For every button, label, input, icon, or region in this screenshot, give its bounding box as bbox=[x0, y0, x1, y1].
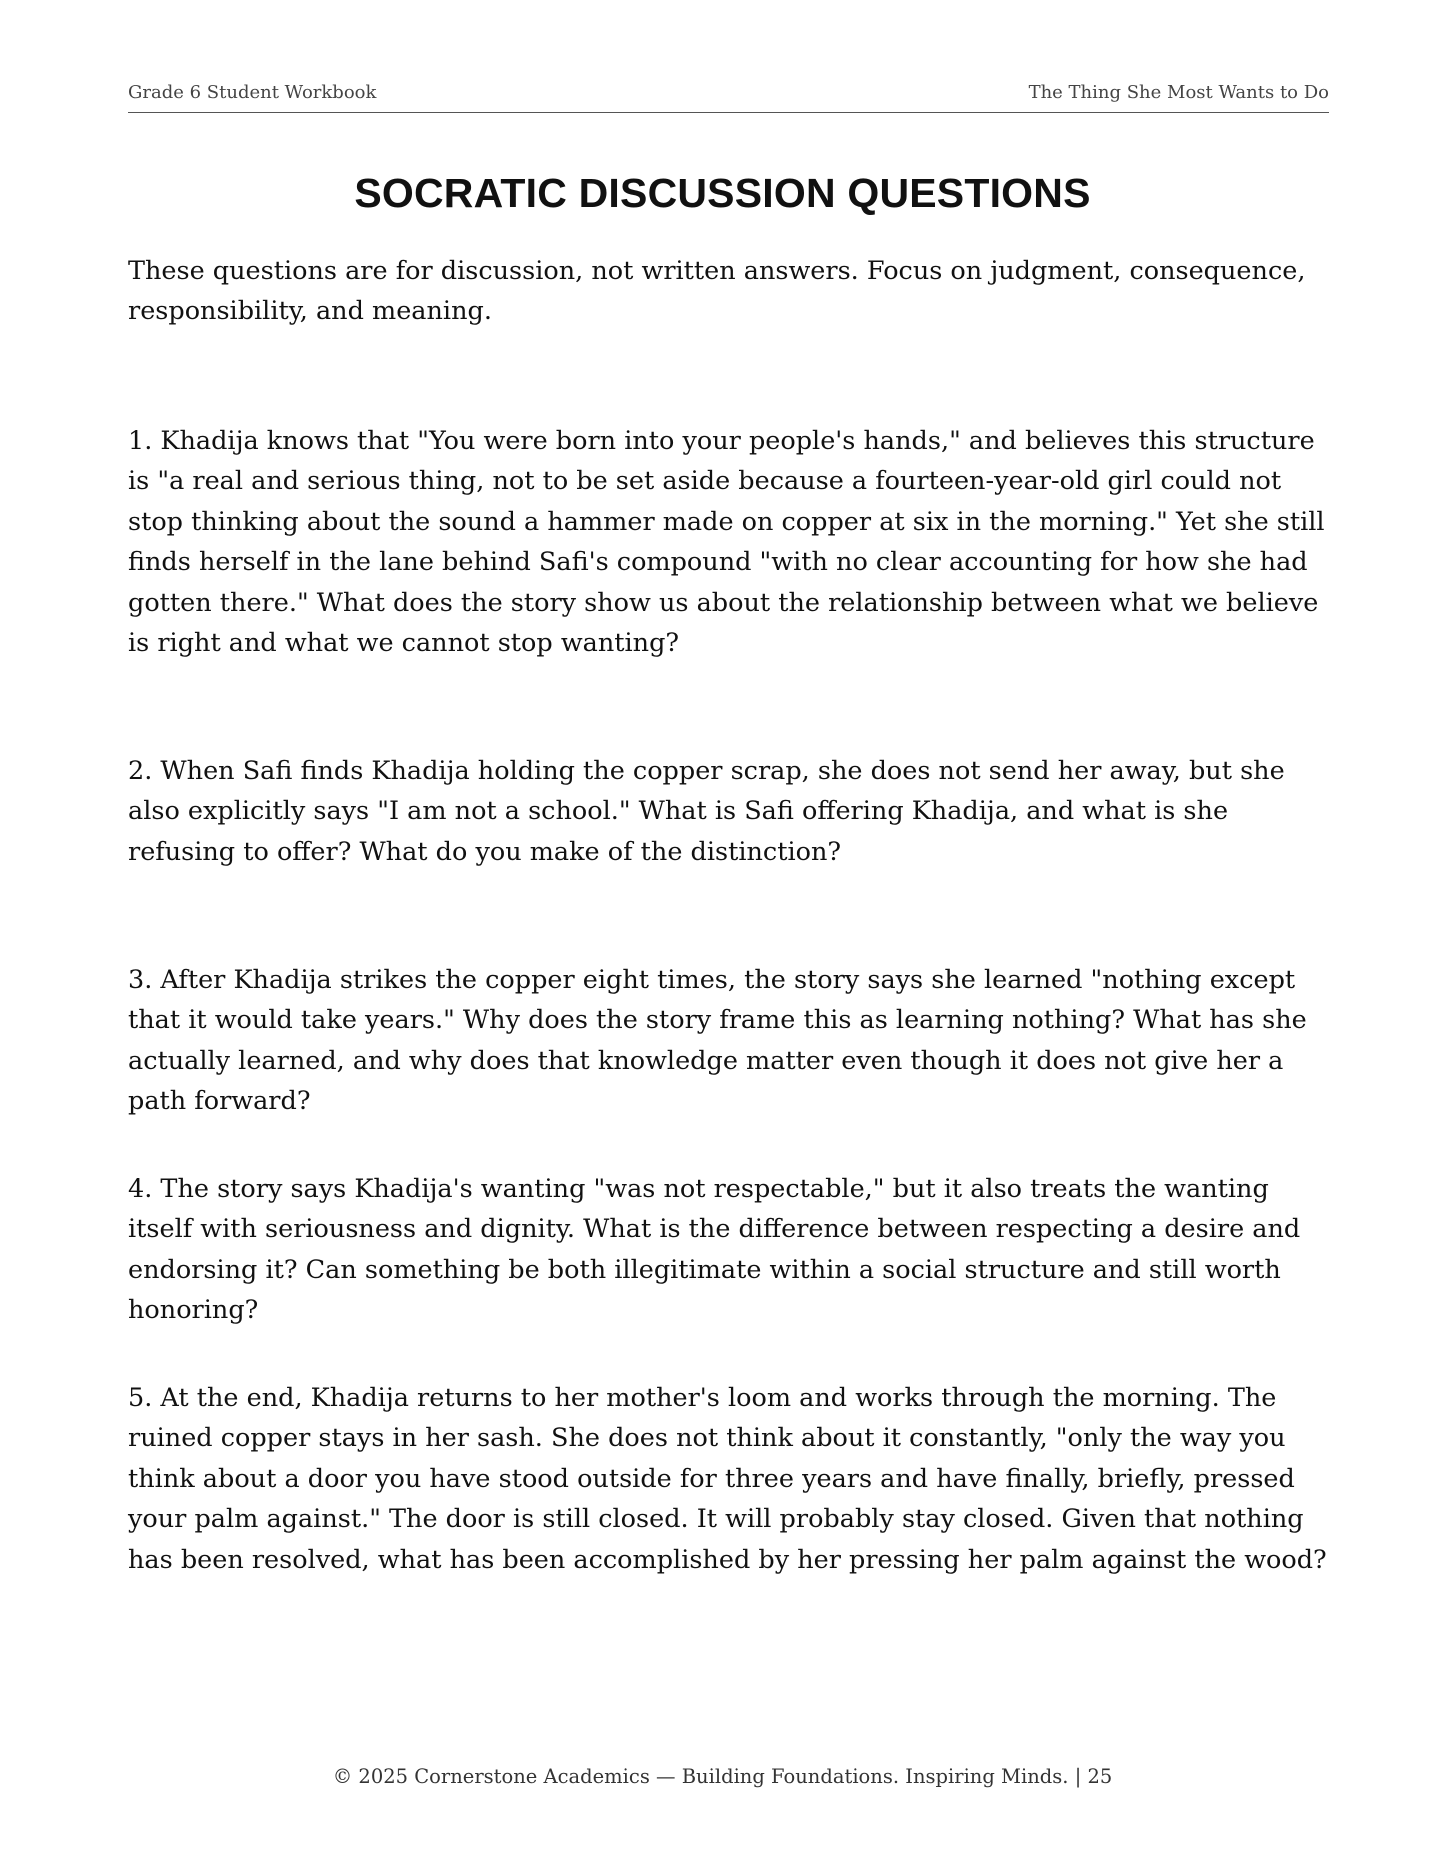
question-1: 1. Khadija knows that "You were born into your people's hands," and believes this structure is "a real and serious thing, not to be set aside because a fourteen-year-old girl could not stop thinking about the sound a hammer made on copper at six in the morning." Yet she still finds herself in the lane behind Safi's compound "with no clear accounting for how she had gotten there." What does the story show us about the relationship between what we believe is right and what we cannot stop wanting? bbox=[128, 426, 1325, 659]
intro-text: These questions are for discussion, not written answers. Focus on judgment, consequence, responsibility, and meaning. bbox=[128, 256, 1306, 326]
page-footer: © 2025 Cornerstone Academics — Building Foundations. Inspiring Minds. | 25 bbox=[332, 1765, 1113, 1788]
question-3: 3. After Khadija strikes the copper eight times, the story says she learned "nothing except that it would take years." Why does the story frame this as learning nothing? What has she actually learned, and why does that knowledge matter even though it does not give her a path forward? bbox=[128, 965, 1307, 1117]
running-header bbox=[128, 82, 1329, 113]
page-title: SOCRATIC DISCUSSION QUESTIONS bbox=[354, 170, 1091, 216]
question-2: 2. When Safi finds Khadija holding the copper scrap, she does not send her away, but she also explicitly says "I am not a school." What is Safi offering Khadija, and what is she refusing to offer? What do you make of the distinction? bbox=[128, 756, 1285, 867]
question-4: 4. The story says Khadija's wanting "was not respectable," but it also treats the wanting itself with seriousness and dignity. What is the difference between respecting a desire and endorsing it? Can something be both illegitimate within a social structure and still worth honoring? bbox=[128, 1174, 1301, 1326]
question-5: 5. At the end, Khadija returns to her mother's loom and works through the morning. The ruined copper stays in her sash. She does not think about it constantly, "only the way you think about a door you have stood outside for three years and have finally, briefly, pressed your palm against." The door is still closed. It will probably stay closed. Given that nothing has been resolved, what has been accomplished by her pressing her palm against the wood? bbox=[128, 1383, 1327, 1575]
header-story-title: The Thing She Most Wants to Do bbox=[1028, 82, 1329, 103]
header-workbook-title: Grade 6 Student Workbook bbox=[128, 82, 377, 103]
